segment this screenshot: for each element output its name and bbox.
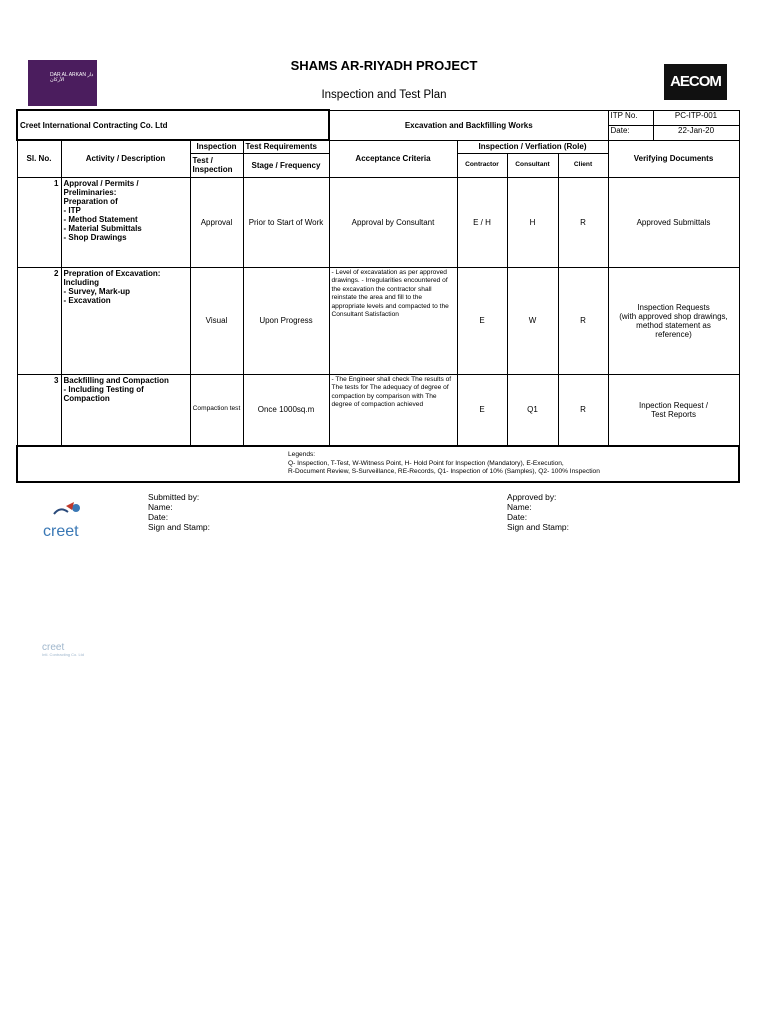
- left-logo-text: DAR AL ARKAN دار الأركان: [50, 72, 94, 83]
- row-stage: Upon Progress: [243, 267, 329, 374]
- col-sl-no: Sl. No.: [17, 140, 61, 177]
- row-acceptance: - Level of excavatation as per approved drawings. - Irregularities encountered of the excavation the contractor shall reinstate the area and fill to the appropriate levels and compacted to the Consultant Satisfaction: [329, 267, 457, 374]
- legend-title: Legends:: [288, 451, 316, 459]
- approved-date-label: Date:: [507, 512, 528, 522]
- aecom-logo: AECOM: [664, 64, 727, 100]
- submitted-sign-label: Sign and Stamp:: [148, 522, 210, 532]
- legend-line-1: Q- Inspection, T-Test, W-Witness Point, H- Hold Point for Inspection (Mandatory), E-Execution,: [288, 459, 564, 467]
- creet-logo: [40, 498, 96, 540]
- submitted-date-label: Date:: [148, 512, 169, 522]
- works-title: Excavation and Backfilling Works: [329, 110, 608, 140]
- itp-labels: [608, 110, 653, 140]
- col-client: Client: [558, 153, 608, 177]
- row-consultant: W: [507, 267, 558, 374]
- submitted-block: [148, 492, 348, 532]
- itp-no-label: ITP No.: [609, 111, 653, 126]
- legend: [17, 446, 739, 482]
- row-stage: Once 1000sq.m: [243, 374, 329, 446]
- col-role: Inspection / Verfiation (Role): [457, 140, 608, 153]
- row-acceptance: Approval by Consultant: [329, 177, 457, 267]
- submitted-name-label: Name:: [148, 502, 173, 512]
- row-stage: Prior to Start of Work: [243, 177, 329, 267]
- legend-line-2: R-Document Review, S-Surveillance, RE-Records, Q1- Inspection of 10% (Samples), Q2- 100% Inspection: [288, 468, 600, 476]
- creet-logo-text: creet: [43, 523, 79, 540]
- col-stage: Stage / Frequency: [243, 153, 329, 177]
- date-label: Date:: [610, 125, 630, 135]
- itp-table: [16, 109, 740, 483]
- row-no: 2: [17, 267, 61, 374]
- col-contractor: Contractor: [457, 153, 507, 177]
- table-row: [17, 177, 739, 267]
- row-documents: Inspection Requests (with approved shop drawings, method statement as reference): [608, 267, 739, 374]
- itp-values: [653, 110, 739, 140]
- submitted-by-label: Submitted by:: [148, 492, 200, 502]
- row-activity: Approval / Permits / Preliminaries: Preparation of - ITP - Method Statement - Material Submittals - Shop Drawings: [61, 177, 190, 267]
- dar-al-arkan-logo: [28, 60, 97, 106]
- plan-title: Inspection and Test Plan: [321, 89, 447, 101]
- col-activity: Activity / Description: [61, 140, 190, 177]
- row-activity: Prepration of Excavation: Including - Survey, Mark-up - Excavation: [61, 267, 190, 374]
- contractor-name: Creet International Contracting Co. Ltd: [17, 110, 329, 140]
- row-no: 3: [17, 374, 61, 446]
- row-consultant: Q1: [507, 374, 558, 446]
- row-acceptance: - The Engineer shall check The results of The tests for The adequacy of degree of compaction by comparison with The degree of compaction achieved: [329, 374, 457, 446]
- creet-faded-text: creet: [42, 642, 65, 653]
- col-test-requirements: Test Requirements: [243, 140, 329, 153]
- col-test-inspection: Test / Inspection: [190, 153, 243, 177]
- row-client: R: [558, 267, 608, 374]
- creet-faded-tagline: Intl. Contracting Co. Ltd: [42, 652, 85, 657]
- table-row: [17, 374, 739, 446]
- row-contractor: E / H: [457, 177, 507, 267]
- row-documents: Approved Submittals: [608, 177, 739, 267]
- date-value: 22-Jan-20: [678, 125, 715, 135]
- row-consultant: H: [507, 177, 558, 267]
- col-inspection: Inspection: [190, 140, 243, 153]
- approved-name-label: Name:: [507, 502, 532, 512]
- project-title: SHAMS AR-RIYADH PROJECT: [290, 58, 478, 73]
- creet-faded-logo: [42, 644, 102, 662]
- approved-by-label: Approved by:: [507, 492, 557, 502]
- col-verifying: Verifying Documents: [608, 140, 739, 177]
- approved-block: [507, 492, 707, 532]
- itp-no-value: PC-ITP-001: [654, 111, 739, 126]
- row-client: R: [558, 177, 608, 267]
- row-test: Visual: [190, 267, 243, 374]
- row-contractor: E: [457, 374, 507, 446]
- row-activity: Backfilling and Compaction - Including Testing of Compaction: [61, 374, 190, 446]
- table-row: [17, 267, 739, 374]
- row-no: 1: [17, 177, 61, 267]
- approved-sign-label: Sign and Stamp:: [507, 522, 569, 532]
- row-client: R: [558, 374, 608, 446]
- col-acceptance: Acceptance Criteria: [329, 140, 457, 177]
- row-contractor: E: [457, 267, 507, 374]
- row-test: Compaction test: [190, 374, 243, 446]
- col-consultant: Consultant: [507, 153, 558, 177]
- row-documents: Inpection Request / Test Reports: [608, 374, 739, 446]
- row-test: Approval: [190, 177, 243, 267]
